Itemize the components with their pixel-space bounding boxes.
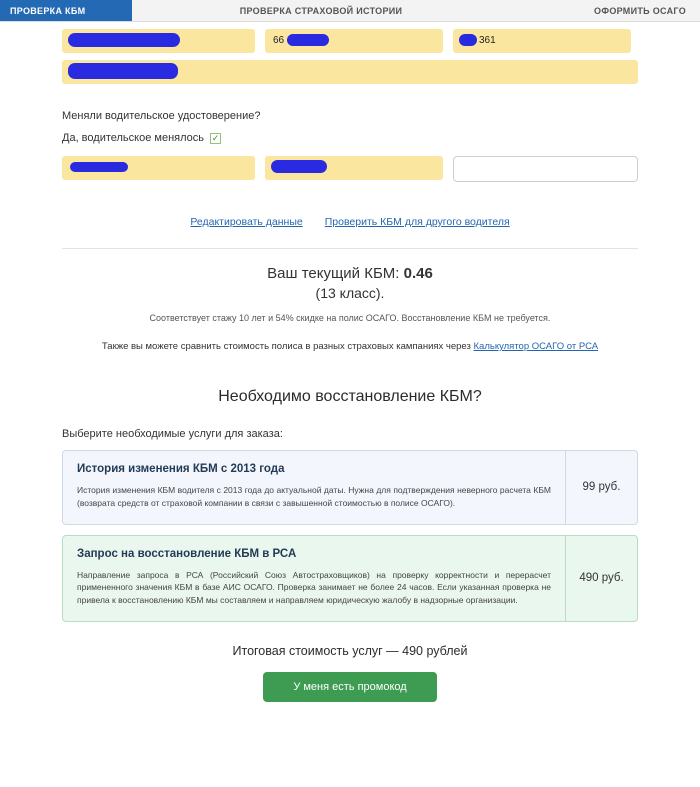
kbm-compare-text: Также вы можете сравнить стоимость полиса в разных страховых кампаниях через — [101, 341, 471, 352]
kbm-result — [62, 265, 638, 352]
service-history-body — [63, 451, 565, 524]
tab-insurance-history[interactable] — [132, 0, 510, 21]
kbm-compare-line — [62, 341, 638, 352]
license-changed-question: Меняли водительское удостоверение? — [62, 110, 261, 122]
driver-fields-row-1 — [62, 29, 638, 53]
field-birthdate[interactable] — [62, 60, 638, 84]
kbm-class: (13 класс). — [315, 285, 385, 301]
driver-fields-row-2 — [62, 60, 638, 84]
field-old-license-number[interactable] — [265, 156, 443, 180]
field-license-series-value: 66 — [273, 35, 285, 46]
service-restore-body — [63, 536, 565, 621]
action-links — [62, 216, 638, 228]
service-history-description: История изменения КБМ водителя с 2013 года до актуальной даты. Нужна для подтверждения неверного расчета КБМ (возврата средств от страховой компании в связи с завышенной стоимостью в полисе ОСАГО). — [77, 485, 551, 508]
top-navigation — [0, 0, 700, 22]
tab-osago[interactable] — [510, 0, 700, 21]
tab-kbm-check[interactable] — [0, 0, 132, 21]
redaction-mark — [68, 63, 178, 79]
total-price: Итоговая стоимость услуг — 490 рублей — [232, 643, 468, 658]
tab-insurance-history-label: ПРОВЕРКА СТРАХОВОЙ ИСТОРИИ — [239, 5, 403, 16]
tab-kbm-check-label: ПРОВЕРКА КБМ — [10, 5, 86, 16]
field-license-series[interactable] — [265, 29, 443, 53]
checkbox-icon[interactable]: ✓ — [211, 132, 220, 143]
service-restore-description: Направление запроса в РСА (Российский Союз Автостраховщиков) на проверку корректности и перерасчет примененного значения КБМ в базе АИС ОСАГО. Проверка занимает не более 24 часов. Если указанная проверка не привела к восстановлению КБМ мы составляем и направляем юридическую жалобу в надзорные организации. — [77, 569, 551, 605]
kbm-current-line — [62, 265, 638, 282]
redaction-mark — [287, 34, 329, 46]
service-card-history[interactable] — [62, 450, 638, 525]
edit-data-link[interactable]: Редактировать данные — [190, 216, 303, 228]
service-restore-price: 490 руб. — [565, 536, 637, 621]
tab-osago-label: ОФОРМИТЬ ОСАГО — [594, 5, 686, 16]
rsa-calculator-link[interactable]: Калькулятор ОСАГО от РСА — [473, 341, 599, 352]
redaction-mark — [68, 33, 180, 47]
old-surname-input[interactable] — [453, 156, 638, 182]
kbm-label: Ваш текущий КБМ: — [267, 265, 400, 282]
redaction-mark — [70, 162, 128, 172]
main-content — [0, 29, 700, 702]
service-history-title: История изменения КБМ с 2013 года — [77, 463, 285, 475]
check-other-driver-link[interactable]: Проверить КБМ для другого водителя — [324, 216, 510, 228]
restore-subheading: Выберите необходимые услуги для заказа: — [62, 428, 283, 440]
license-changed-label: Да, водительское менялось — [62, 132, 204, 144]
redaction-mark — [459, 34, 477, 46]
field-fio[interactable] — [62, 29, 255, 53]
promo-code-button[interactable]: У меня есть промокод — [263, 672, 436, 702]
kbm-note: Соответствует стажу 10 лет и 54% скидке на полис ОСАГО. Восстановление КБМ не требуется. — [149, 313, 551, 323]
promo-button-row — [62, 672, 638, 702]
field-license-number-value: 361 — [479, 35, 496, 46]
redaction-mark — [271, 160, 327, 173]
restore-heading: Необходимо восстановление КБМ? — [218, 388, 482, 405]
service-card-restore-request[interactable] — [62, 535, 638, 622]
divider — [62, 248, 638, 249]
field-old-license-series[interactable] — [62, 156, 255, 180]
service-restore-title: Запрос на восстановление КБМ в РСА — [77, 547, 297, 560]
license-changed-checkbox-row[interactable] — [62, 132, 638, 144]
kbm-value: 0.46 — [403, 265, 433, 282]
old-license-row — [62, 156, 638, 182]
field-license-number[interactable] — [453, 29, 631, 53]
service-history-price: 99 руб. — [565, 451, 637, 524]
